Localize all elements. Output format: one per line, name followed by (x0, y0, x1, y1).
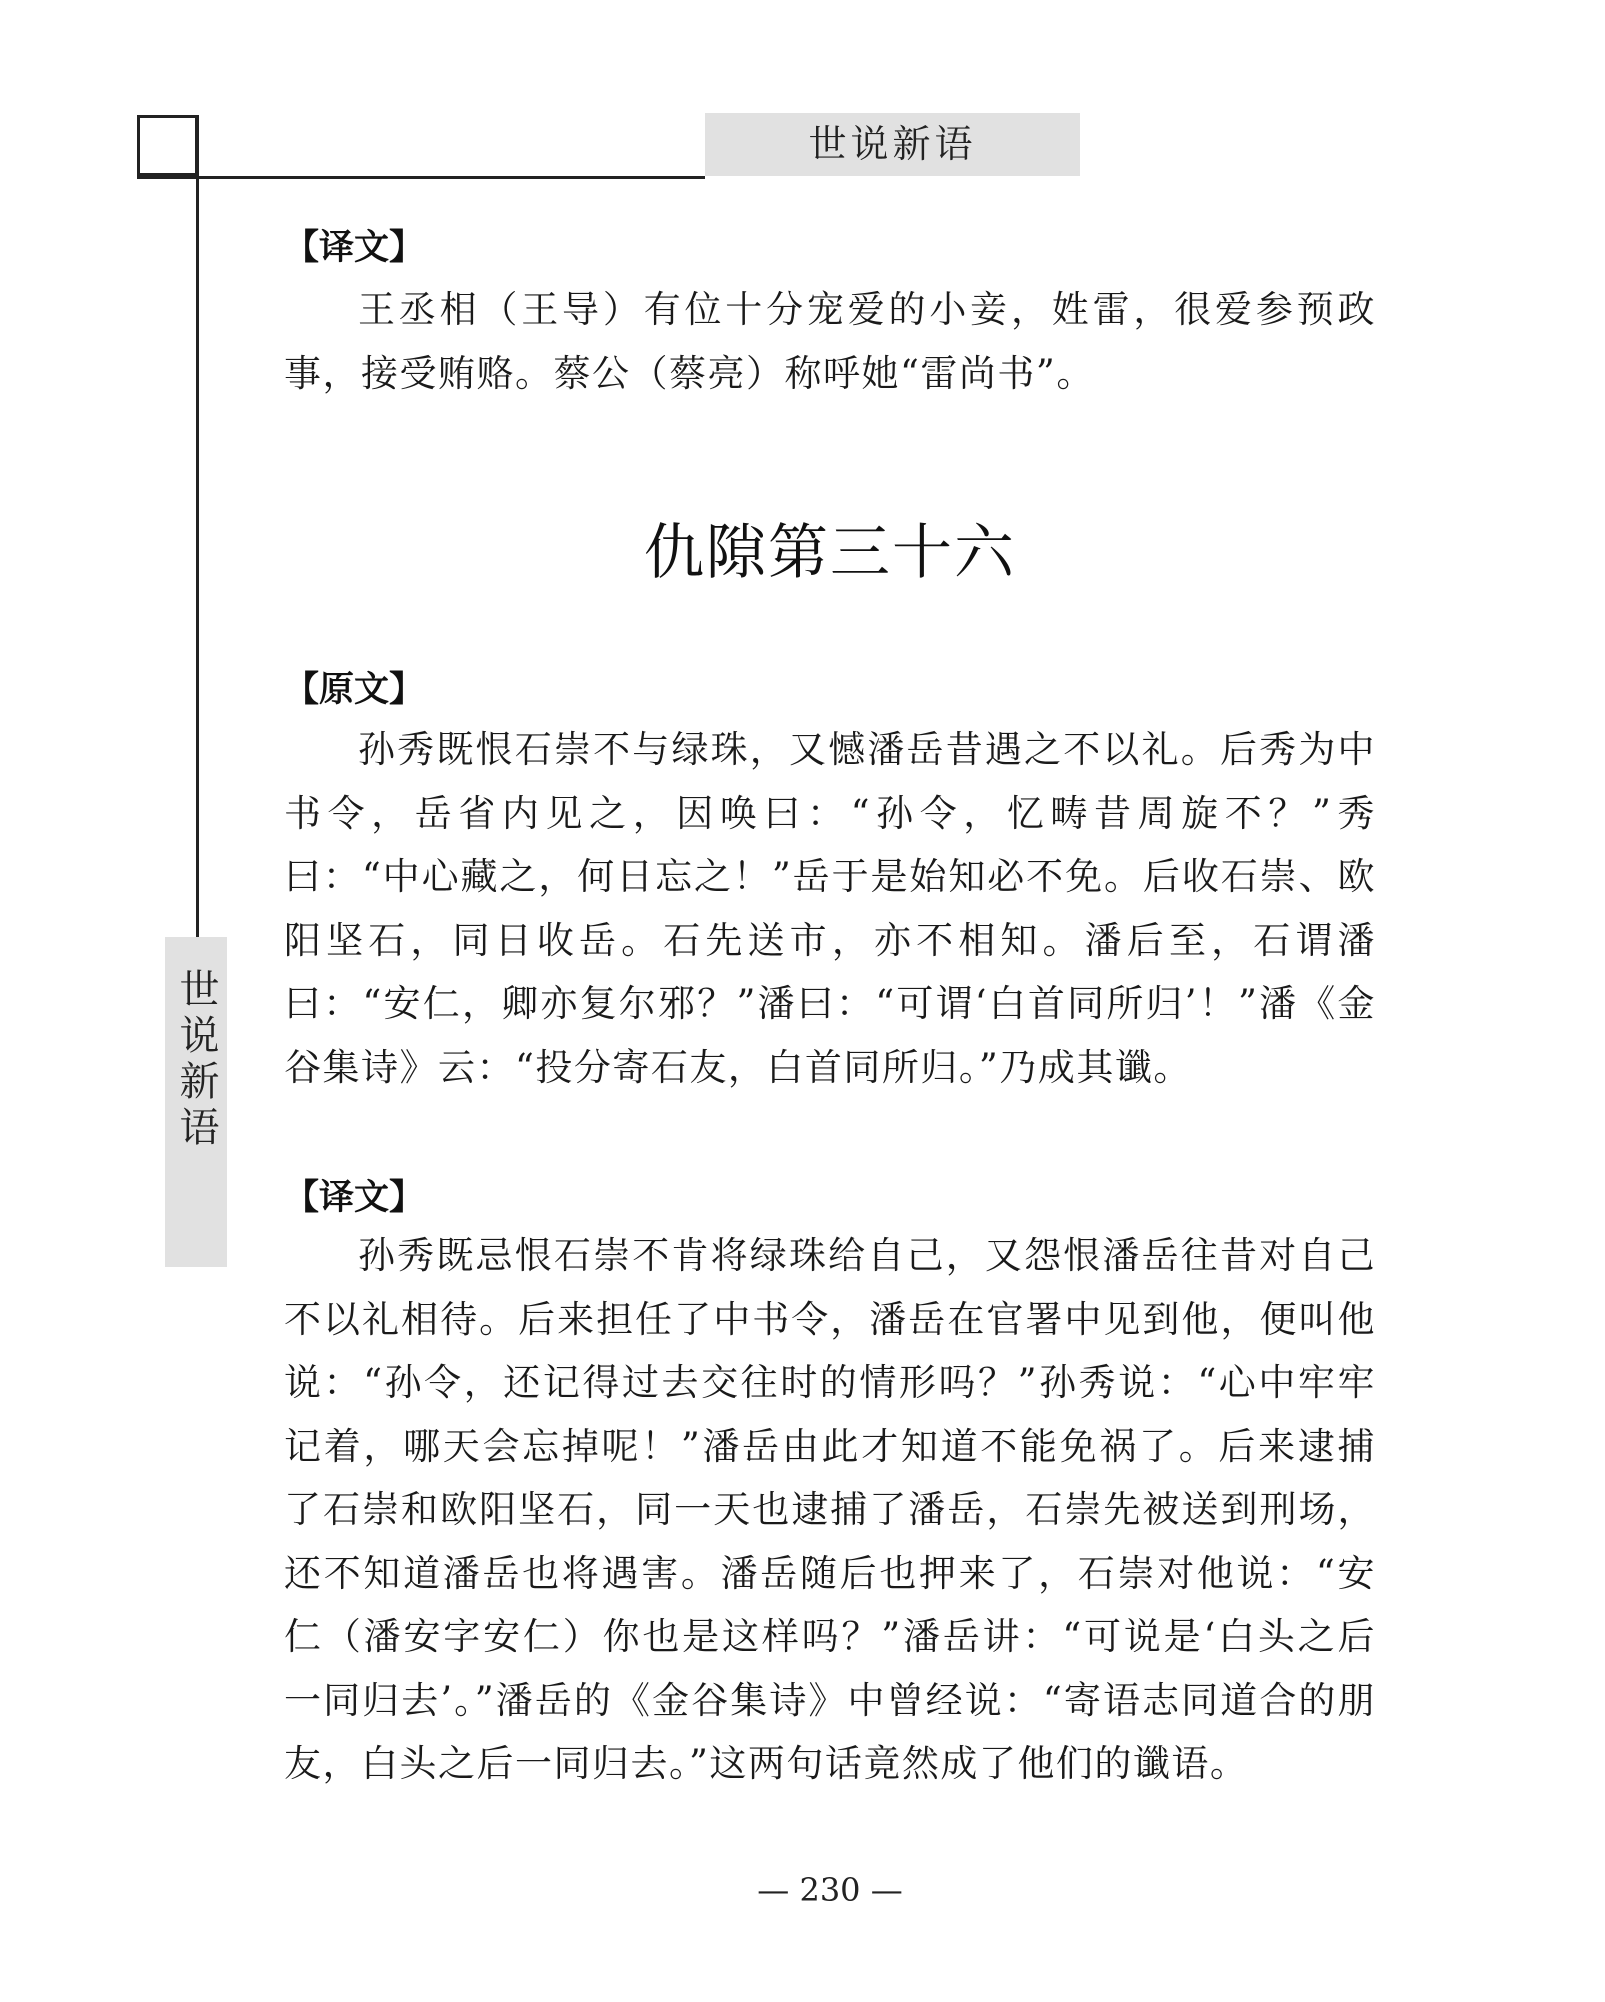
running-header-title: 世说新语 (808, 122, 977, 166)
header-corner-box (137, 115, 198, 176)
original-label: 【原文】 (284, 670, 425, 710)
page-number: — 230 — (757, 1871, 903, 1909)
original-text: 孙秀既恨石崇不与绿珠，又憾潘岳昔遇之不以礼。后秀为中书令，岳省内见之，因唤曰：“孙令，忆畴昔周旋不？”秀曰：“中心藏之，何日忘之！”岳于是始知必不免。后收石崇、欧阳坚石，同日收岳。石先送市，亦不相知。潘后至，石谓潘曰：“安仁，卿亦复尔邪？”潘曰：“可谓‘白首同所归’！”潘《金谷集诗》云：“投分寄石友，白首同所归。”乃成其谶。 (284, 728, 1376, 1089)
header-rule-line (137, 176, 705, 179)
prev-translation-label: 【译文】 (284, 228, 425, 268)
chapter-title: 仇隙第三十六 (644, 518, 1016, 588)
side-tab-label: 世说新语 (173, 968, 219, 1152)
margin-vertical-line (196, 115, 199, 937)
translation-label: 【译文】 (284, 1178, 425, 1218)
translation-text: 孙秀既忌恨石崇不肯将绿珠给自己，又怨恨潘岳往昔对自己不以礼相待。后来担任了中书令，潘岳在官署中见到他，便叫他说：“孙令，还记得过去交往时的情形吗？”孙秀说：“心中牢牢记着，哪天会忘掉呢！”潘岳由此才知道不能免祸了。后来逮捕了石崇和欧阳坚石，同一天也逮捕了潘岳，石崇先被送到刑场，还不知道潘岳也将遇害。潘岳随后也押来了，石崇对他说：“安仁（潘安字安仁）你也是这样吗？”潘岳讲：“可说是‘白头之后一同归去’。”潘岳的《金谷集诗》中曾经说：“寄语志同道合的朋友，白头之后一同归去。”这两句话竟然成了他们的谶语。 (284, 1234, 1376, 1785)
prev-translation-text: 王丞相（王导）有位十分宠爱的小妾，姓雷，很爱参预政事，接受贿赂。蔡公（蔡亮）称呼她“雷尚书”。 (284, 288, 1376, 395)
